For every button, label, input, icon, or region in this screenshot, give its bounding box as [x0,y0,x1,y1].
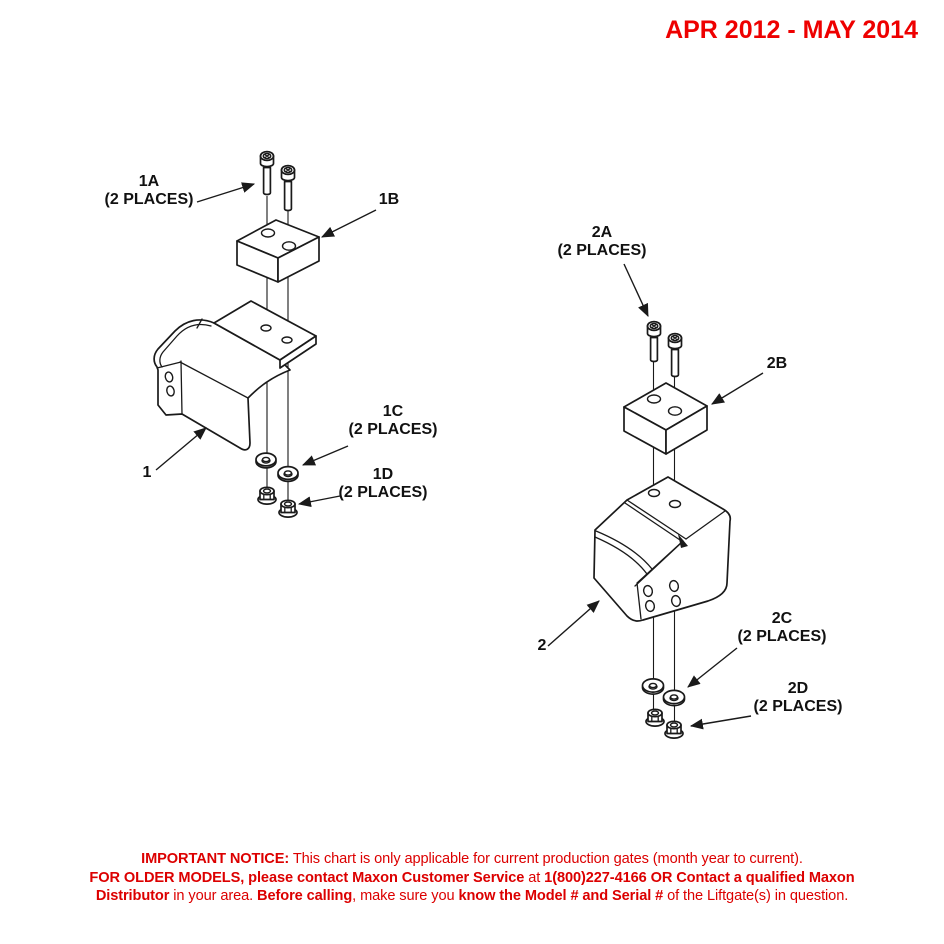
callout-2d [754,680,843,716]
notice-line2-text-1: at [524,869,545,886]
callout-1d-note: (2 PLACES) [338,484,428,501]
socket-bolt-2a-first [648,322,661,362]
notice-line3-bold-3: know the Model # and Serial # [458,888,664,905]
notice-line3-text-3: of the Liftgate(s) in question. [663,888,849,905]
callout-2c-id: 2C [771,610,793,627]
notice-line-1 [0,850,944,869]
spacer-block-1b [237,220,319,282]
leader-2c [688,648,737,687]
notice-line3-bold-1: Distributor [95,888,170,905]
callout-1a-note: (2 PLACES) [104,191,194,208]
leader-2d [691,716,751,726]
hex-nut-1d-first [258,487,276,504]
notice-line3-bold-2: Before calling [257,888,353,905]
notice-line3-text-1: in your area. [169,888,258,905]
callout-2b [767,355,787,373]
leader-part-2 [548,601,599,646]
callout-1b [379,191,399,209]
notice-line1-text: This chart is only applicable for current production gates (month year to current). [289,851,803,867]
notice-line2-bold-1: FOR OLDER MODELS, please contact Maxon Customer Service [89,869,525,886]
callout-part-2-id: 2 [537,637,547,654]
callout-2a [558,224,647,260]
callout-part-1-id: 1 [142,464,152,481]
callout-2a-id: 2A [591,224,613,241]
leader-2b [712,373,763,404]
leader-1d [299,496,340,504]
callout-1c-id: 1C [382,403,404,420]
mounting-bracket-1 [154,301,316,450]
notice-line1-bold: IMPORTANT NOTICE: [141,851,290,867]
hex-nut-1d-second [279,500,297,517]
leader-1c [303,446,348,465]
leader-1a [197,184,254,202]
callout-1a-id: 1A [138,173,160,190]
flat-washer-1c-second [278,467,298,482]
callout-1c [349,403,438,439]
callout-part-2 [538,637,547,655]
date-range-header: APR 2012 - MAY 2014 [665,16,918,44]
notice-line-3 [0,887,944,906]
assembly-2 [594,322,730,739]
spacer-block-2b [624,383,707,454]
hex-nut-2d-second [665,721,683,738]
callout-2c [738,610,827,646]
hex-nut-2d-first [646,709,664,726]
callout-1d [339,466,428,502]
socket-bolt-1a-first [261,152,274,195]
flat-washer-2c-second [664,690,685,705]
leader-part-1 [156,428,206,470]
important-notice [0,850,944,906]
notice-line2-bold-2: 1(800)227-4166 OR Contact a qualified Maxon [544,869,855,886]
callout-2a-note: (2 PLACES) [557,242,647,259]
callout-1a [105,173,194,209]
socket-bolt-1a-second [282,166,295,211]
callout-2d-note: (2 PLACES) [753,698,843,715]
leader-2a [624,264,648,316]
callout-2b-id: 2B [766,355,788,372]
notice-line-2 [0,869,944,888]
flat-washer-1c-first [256,453,276,468]
callout-1c-note: (2 PLACES) [348,421,438,438]
callout-1b-id: 1B [378,191,400,208]
callout-2d-id: 2D [787,680,809,697]
mounting-bracket-2 [594,477,730,621]
leader-1b [322,210,376,237]
callout-2c-note: (2 PLACES) [737,628,827,645]
notice-line3-text-2: , make sure you [352,888,459,905]
flat-washer-2c-first [643,679,664,694]
callout-1d-id: 1D [372,466,394,483]
callout-part-1 [143,464,152,482]
socket-bolt-2a-second [669,334,682,377]
